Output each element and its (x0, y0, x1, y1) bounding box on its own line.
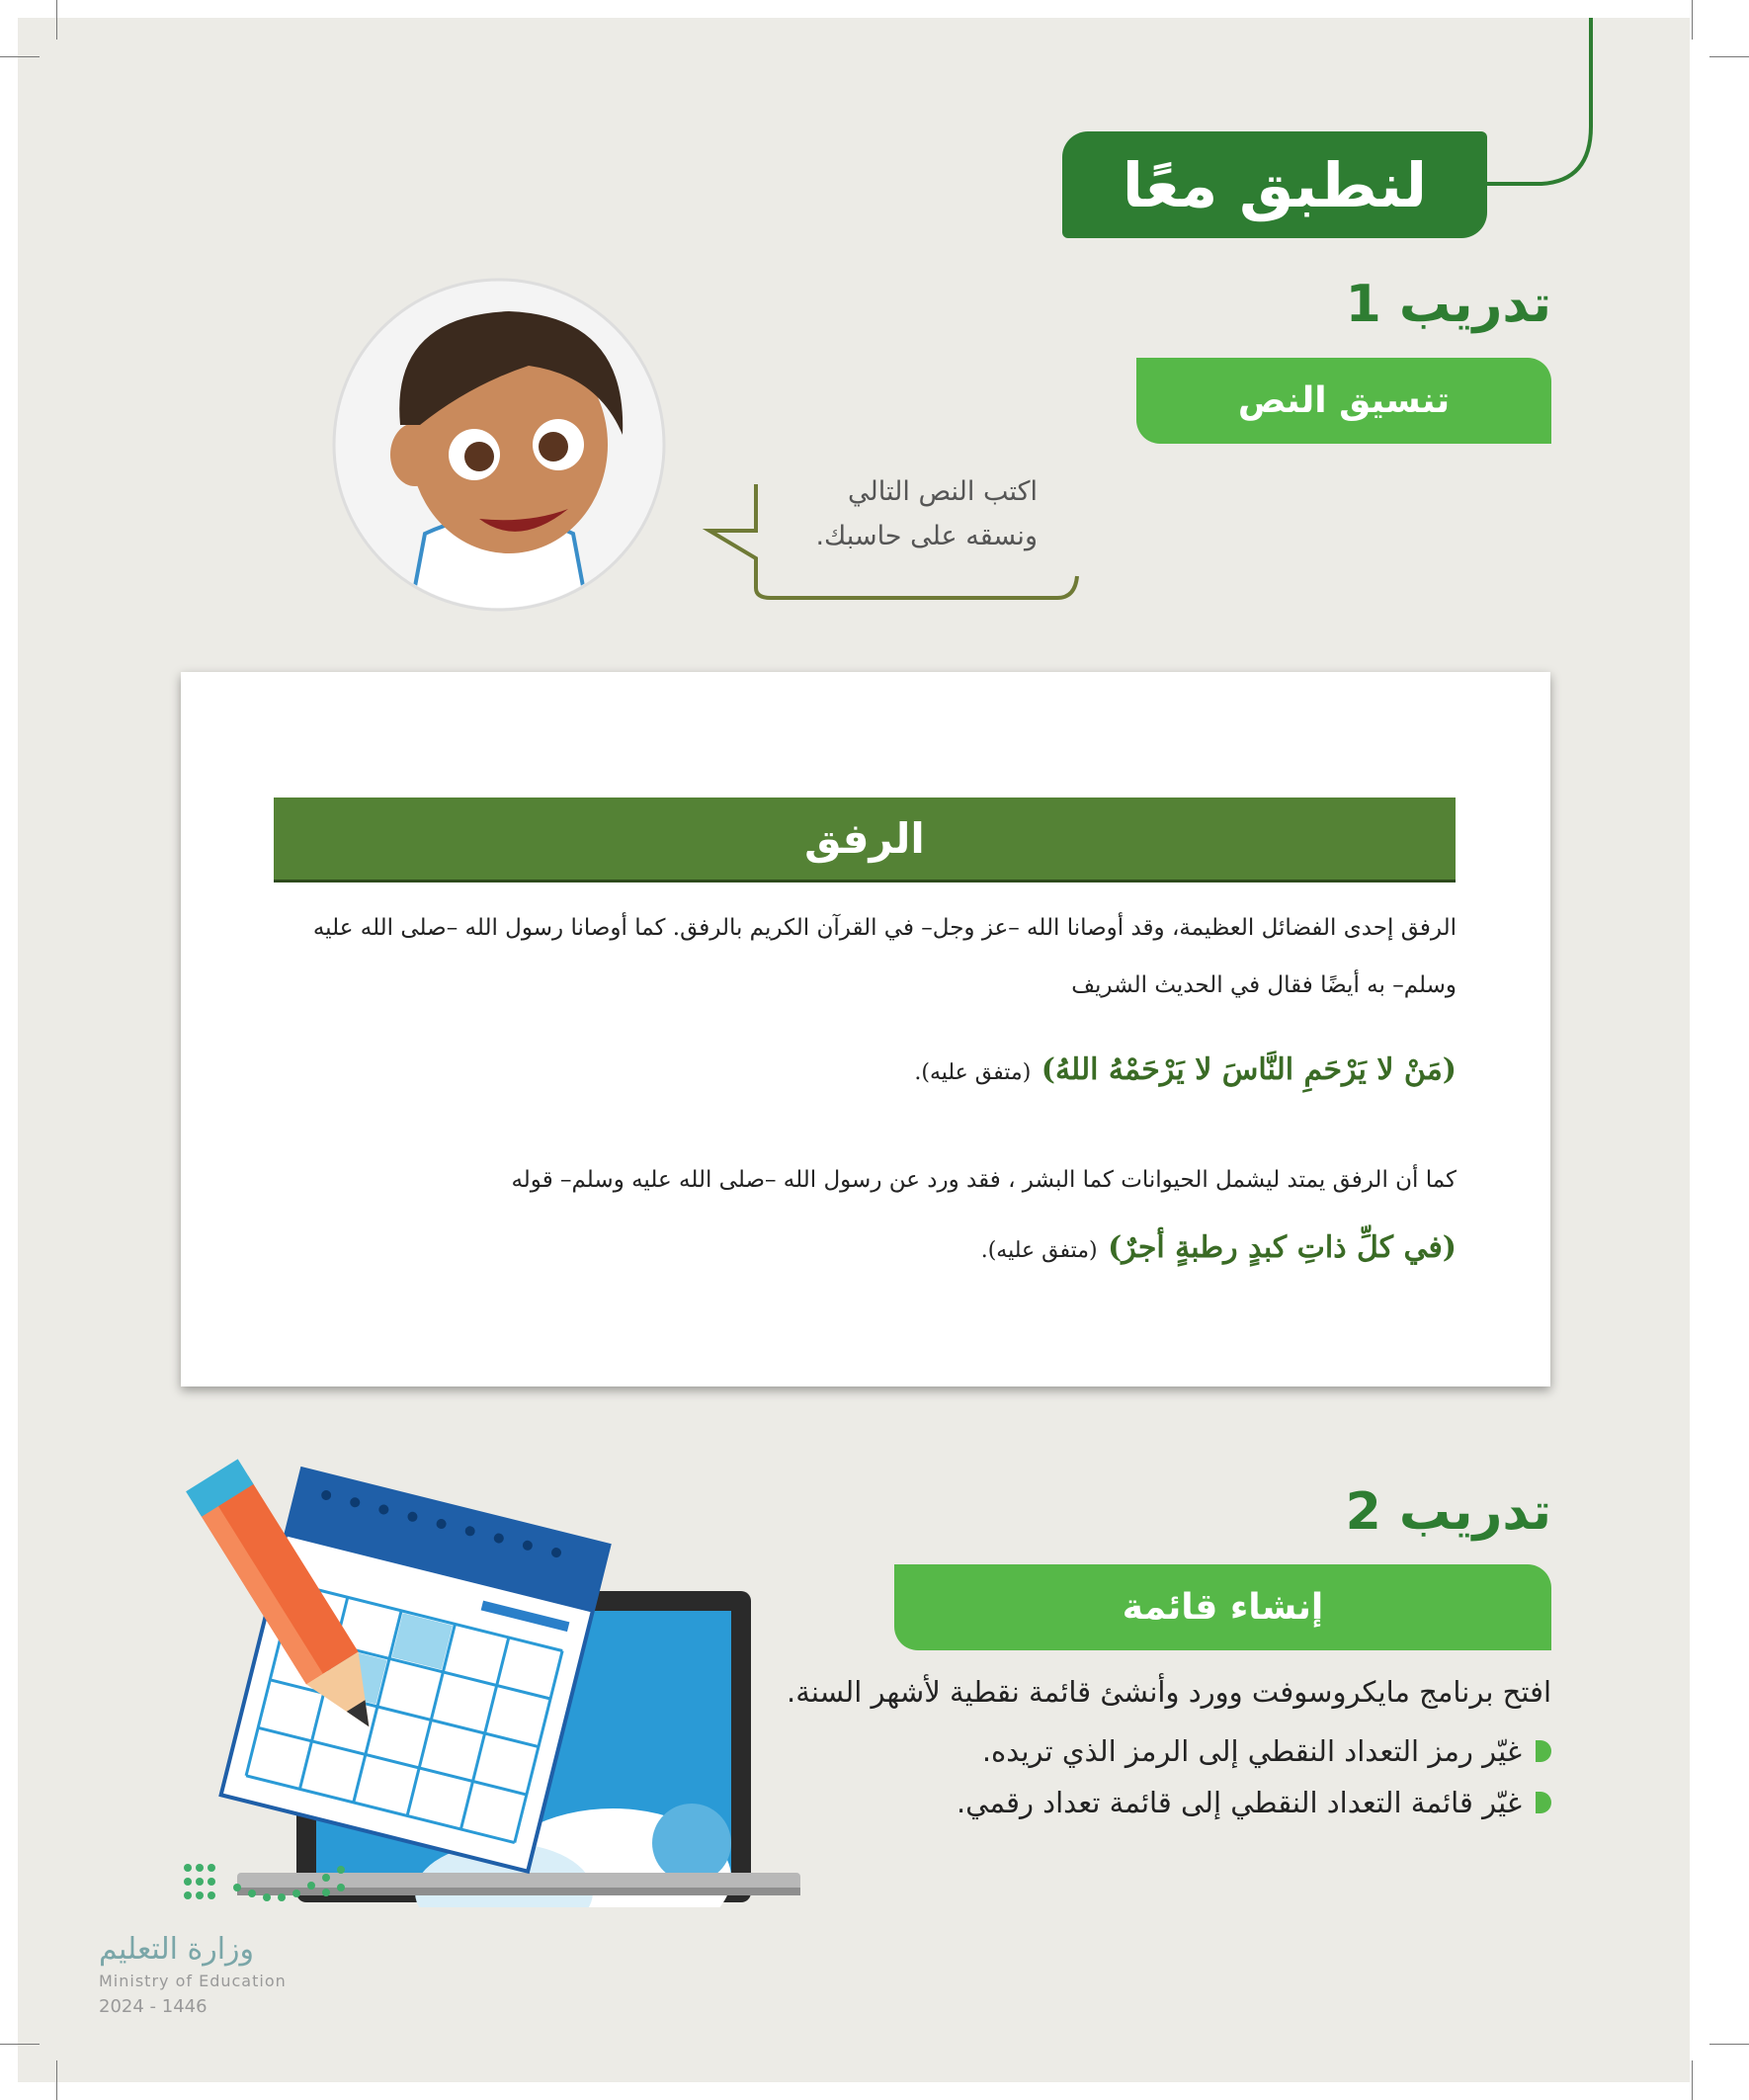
crop-mark (0, 56, 40, 57)
hadith-2 (981, 1230, 1457, 1265)
list-item (957, 1786, 1551, 1819)
exercise-2-tab: إنشاء قائمة (894, 1564, 1551, 1650)
exercise-1-title: تدريب 1 (1345, 275, 1551, 334)
document-title: الرفق (274, 798, 1456, 882)
crop-mark (1709, 56, 1749, 57)
crop-mark (56, 2060, 57, 2100)
crop-mark (1692, 2060, 1693, 2100)
crop-mark (1692, 0, 1693, 40)
crop-mark (56, 0, 57, 40)
boy-avatar (331, 277, 667, 613)
list-item-text: غيّر قائمة التعداد النقطي إلى قائمة تعداد رقمي. (956, 1786, 1522, 1819)
crop-mark (1709, 2044, 1749, 2045)
document-paragraph-1: الرفق إحدى الفضائل العظيمة، وقد أوصانا الله –عز وجل– في القرآن الكريم بالرفق. كما أوصانا رسول الله –صلى الله عليه وسلم– به أيضًا فقال في الحديث الشريف (312, 915, 1457, 998)
exercise-2-title: تدريب 2 (1345, 1482, 1551, 1542)
page-banner: لنطبق معًا (1062, 131, 1487, 238)
hadith-1-source: (متفق عليه). (914, 1060, 1032, 1085)
speech-line-2: ونسقه على حاسبك. (815, 521, 1038, 551)
hadith-2-source: (متفق عليه). (980, 1238, 1098, 1263)
list-item (982, 1734, 1551, 1768)
hadith-1 (914, 1052, 1457, 1087)
document-paragraph-2: كما أن الرفق يمتد ليشمل الحيوانات كما البشر ، فقد ورد عن رسول الله –صلى الله عليه وسلم– قوله (511, 1167, 1457, 1193)
exercise-1-tab: تنسيق النص (1136, 358, 1551, 444)
hadith-2-text: (في كلِّ ذاتِ كبدٍ رطبةٍ أجرٌ) (1108, 1230, 1457, 1265)
edition-year: 2024 - 1446 (99, 1996, 208, 2017)
exercise-2-instruction: افتح برنامج مايكروسوفت وورد وأنشئ قائمة نقطية لأشهر السنة. (787, 1675, 1551, 1709)
document-sample (181, 672, 1550, 1386)
crop-mark (0, 2044, 40, 2045)
speech-text (751, 469, 1038, 558)
speech-line-1: اكتب النص التالي (848, 476, 1038, 507)
ministry-name-en: Ministry of Education (99, 1972, 287, 1990)
list-item-text: غيّر رمز التعداد النقطي إلى الرمز الذي تريده. (981, 1734, 1522, 1768)
ministry-name-ar: وزارة التعليم (99, 1932, 255, 1967)
hadith-1-text: (مَنْ لا يَرْحَمِ النَّاسَ لا يَرْحَمْهُ اللهُ) (1041, 1052, 1457, 1087)
banner-string (1472, 18, 1601, 196)
bullet-icon (1536, 1792, 1551, 1813)
ministry-logo-dots (178, 1858, 356, 1917)
bullet-icon (1536, 1740, 1551, 1762)
